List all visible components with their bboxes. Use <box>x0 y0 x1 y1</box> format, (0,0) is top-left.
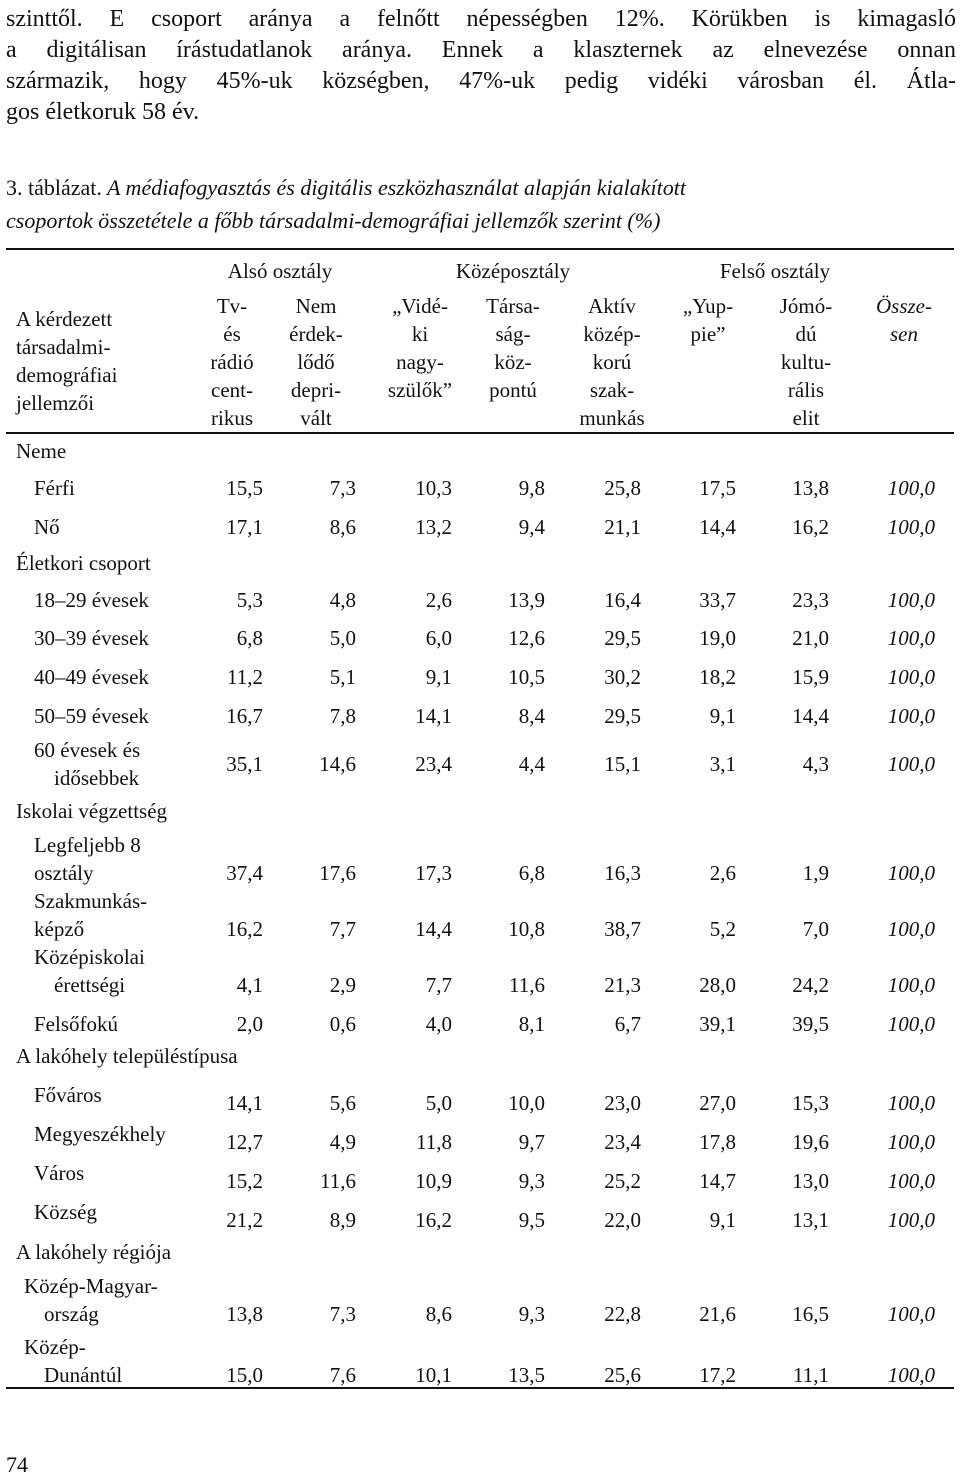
table-cell: 27,0 <box>699 1091 736 1115</box>
table-cell: 11,6 <box>509 973 545 997</box>
row-label: Megyeszékhely <box>34 1122 166 1146</box>
column-header: vált <box>300 406 332 430</box>
column-header: korú <box>592 350 632 374</box>
column-header: szak- <box>589 378 635 402</box>
table-cell: 100,0 <box>887 973 935 997</box>
row-label: Felsőfokú <box>34 1012 118 1036</box>
column-header: „Vidé- <box>392 294 448 318</box>
table-title-cont: csoportok összetétele a főbb társadalmi-demográfiai jellemzők szerint (%) <box>6 208 661 233</box>
table-cell: 100,0 <box>887 1169 935 1193</box>
table-cell: 7,3 <box>329 476 356 500</box>
table-cell: 9,8 <box>518 476 545 500</box>
group-header: Felső osztály <box>719 259 831 283</box>
table-cell: 10,1 <box>415 1363 452 1387</box>
column-header: köz- <box>494 350 532 374</box>
column-header: lődő <box>297 350 335 374</box>
table-cell: 10,9 <box>415 1169 452 1193</box>
table-cell: 5,6 <box>329 1091 356 1115</box>
table-cell: 4,9 <box>329 1130 356 1154</box>
table-cell: 23,0 <box>604 1091 641 1115</box>
row-label: Község <box>34 1200 97 1224</box>
table-cell: 39,5 <box>792 1012 829 1036</box>
table-cell: 17,1 <box>226 515 263 539</box>
table-cell: 14,6 <box>319 752 356 776</box>
table-cell: 100,0 <box>887 476 935 500</box>
table-cell: 16,5 <box>792 1302 829 1326</box>
table-cell: 19,6 <box>792 1130 829 1154</box>
table-cell: 2,6 <box>425 588 452 612</box>
table-cell: 4,8 <box>329 588 356 612</box>
table-cell: 4,0 <box>425 1012 452 1036</box>
table-cell: 14,4 <box>792 704 829 728</box>
table-cell: 24,2 <box>792 973 829 997</box>
column-header: nagy- <box>396 350 444 374</box>
table-cell: 17,6 <box>319 861 356 885</box>
table-cell: 9,3 <box>518 1302 545 1326</box>
table-cell: 13,0 <box>792 1169 829 1193</box>
table-cell: 21,6 <box>699 1302 736 1326</box>
column-header: Társa- <box>486 294 540 318</box>
table-cell: 17,5 <box>699 476 736 500</box>
table-cell: 12,7 <box>226 1130 263 1154</box>
table-cell: 6,7 <box>614 1012 641 1036</box>
table-cell: 13,8 <box>226 1302 263 1326</box>
table-cell: 5,0 <box>329 626 356 650</box>
table-cell: 28,0 <box>699 973 736 997</box>
table-cell: 14,4 <box>699 515 736 539</box>
table-cell: 15,2 <box>226 1169 263 1193</box>
table-cell: 16,2 <box>226 917 263 941</box>
table-cell: 100,0 <box>887 665 935 689</box>
table-cell: 5,2 <box>709 917 736 941</box>
table-cell: 1,9 <box>802 861 829 885</box>
row-label: Szakmunkás- <box>34 889 148 913</box>
table-caption <box>6 171 956 237</box>
row-label: Közép-Magyar- <box>24 1274 158 1298</box>
table-cell: 14,4 <box>415 917 452 941</box>
table-cell: 25,2 <box>604 1169 641 1193</box>
column-header: Aktív <box>588 294 636 318</box>
group-header: Középosztály <box>455 259 571 283</box>
row-label: Főváros <box>34 1083 102 1107</box>
table-cell: 21,2 <box>226 1208 263 1232</box>
table-cell: 100,0 <box>887 1130 935 1154</box>
row-label: 18–29 évesek <box>34 588 149 612</box>
section-label: A lakóhely településtípusa <box>16 1044 238 1068</box>
table-cell: 6,0 <box>425 626 452 650</box>
table-cell: 21,3 <box>604 973 641 997</box>
table-cell: 29,5 <box>604 704 641 728</box>
table-cell: 100,0 <box>887 917 935 941</box>
table-cell: 33,7 <box>699 588 736 612</box>
table-cell: 0,6 <box>329 1012 356 1036</box>
table-cell: 17,3 <box>415 861 452 885</box>
row-label: Város <box>34 1161 85 1185</box>
table-cell: 13,5 <box>508 1363 545 1387</box>
paragraph-line: szinttől. E csoport aránya a felnőtt népességben 12%. Körükben is kimagasló <box>6 6 956 32</box>
table-cell: 9,1 <box>709 1208 736 1232</box>
column-header: és <box>223 322 241 346</box>
row-label: 50–59 évesek <box>34 704 149 728</box>
table-cell: 25,8 <box>604 476 641 500</box>
table-cell: 16,2 <box>415 1208 452 1232</box>
table-cell: 100,0 <box>887 861 935 885</box>
paragraph-line: a digitálisan írástudatlanok aránya. Ennek a klaszternek az elnevezése onnan <box>6 37 956 63</box>
table-cell: 8,6 <box>329 515 356 539</box>
table-cell: 21,0 <box>792 626 829 650</box>
row-label: érettségi <box>54 973 126 997</box>
column-header: érdek- <box>289 322 343 346</box>
table-cell: 11,6 <box>320 1169 356 1193</box>
table-cell: 9,3 <box>518 1169 545 1193</box>
section-label: Iskolai végzettség <box>16 799 168 823</box>
table-cell: 4,3 <box>802 752 829 776</box>
table-cell: 100,0 <box>887 515 935 539</box>
page-number: 74 <box>6 1452 28 1477</box>
table-cell: 100,0 <box>887 588 935 612</box>
table-cell: 38,7 <box>604 917 641 941</box>
column-header: dú <box>795 322 817 346</box>
table-cell: 2,0 <box>236 1012 263 1036</box>
table-cell: 35,1 <box>226 752 263 776</box>
section-label: Életkori csoport <box>16 551 151 575</box>
table-cell: 9,4 <box>518 515 545 539</box>
row-label: Legfeljebb 8 <box>34 833 141 857</box>
column-header: elit <box>792 406 820 430</box>
table-cell: 13,1 <box>792 1208 829 1232</box>
stub-header-line: jellemzői <box>16 391 95 415</box>
row-label: Középiskolai <box>34 945 145 969</box>
paragraph-line: gos életkoruk 58 év. <box>6 99 200 125</box>
section-label: A lakóhely régiója <box>16 1240 172 1264</box>
column-header: pie” <box>690 322 726 346</box>
table-cell: 30,2 <box>604 665 641 689</box>
table-cell: 8,6 <box>425 1302 452 1326</box>
column-header: depri- <box>290 378 342 402</box>
table-cell: 9,1 <box>425 665 452 689</box>
row-label: 30–39 évesek <box>34 626 149 650</box>
table-cell: 13,8 <box>792 476 829 500</box>
row-label: Férfi <box>34 476 75 500</box>
table-cell: 3,1 <box>709 752 736 776</box>
row-label: ország <box>44 1302 99 1326</box>
table-cell: 13,9 <box>508 588 545 612</box>
table-cell: 23,3 <box>792 588 829 612</box>
paragraph-line: származik, hogy 45%-uk községben, 47%-uk pedig vidéki városban él. Átla- <box>6 68 956 94</box>
table-cell: 17,8 <box>699 1130 736 1154</box>
table-header-rule <box>6 432 954 434</box>
column-header: szülők” <box>387 378 453 402</box>
table-cell: 9,1 <box>709 704 736 728</box>
table-cell: 16,3 <box>604 861 641 885</box>
table-cell: 37,4 <box>226 861 263 885</box>
table-cell: 17,2 <box>699 1363 736 1387</box>
table-cell: 100,0 <box>887 1208 935 1232</box>
table-cell: 15,5 <box>226 476 263 500</box>
table-cell: 39,1 <box>699 1012 736 1036</box>
table-cell: 2,6 <box>709 861 736 885</box>
table-cell: 6,8 <box>518 861 545 885</box>
column-header: pontú <box>489 378 537 402</box>
table-cell: 7,3 <box>329 1302 356 1326</box>
table-cell: 15,3 <box>792 1091 829 1115</box>
table-title: A médiafogyasztás és digitális eszközhasználat alapján kialakított <box>101 175 686 200</box>
column-header: rikus <box>211 406 253 430</box>
column-header: cent- <box>211 378 253 402</box>
table-cell: 100,0 <box>887 1091 935 1115</box>
table-cell: 7,7 <box>425 973 452 997</box>
table-cell: 7,8 <box>329 704 356 728</box>
column-header: „Yup- <box>682 294 734 318</box>
column-header: rádió <box>210 350 254 374</box>
table-cell: 15,9 <box>792 665 829 689</box>
table-cell: 13,2 <box>415 515 452 539</box>
table-cell: 5,1 <box>329 665 356 689</box>
table-cell: 9,5 <box>518 1208 545 1232</box>
stub-header-line: A kérdezett <box>16 307 113 331</box>
table-cell: 100,0 <box>887 752 935 776</box>
column-header: közép- <box>583 322 641 346</box>
table-cell: 29,5 <box>604 626 641 650</box>
table-cell: 11,2 <box>227 665 263 689</box>
column-header: Össze- <box>876 294 932 318</box>
row-label: képző <box>34 917 85 941</box>
row-label: 40–49 évesek <box>34 665 149 689</box>
table-cell: 15,1 <box>604 752 641 776</box>
column-header: sen <box>890 322 918 346</box>
body-paragraph <box>6 4 956 128</box>
column-header: rális <box>787 378 825 402</box>
stub-header-line: társadalmi- <box>16 335 111 359</box>
table-cell: 8,1 <box>518 1012 545 1036</box>
table-number: 3. táblázat. <box>6 175 102 200</box>
table-cell: 7,0 <box>802 917 829 941</box>
column-header: Nem <box>295 294 337 318</box>
table-cell: 16,2 <box>792 515 829 539</box>
table-cell: 14,7 <box>699 1169 736 1193</box>
table-cell: 23,4 <box>604 1130 641 1154</box>
table-cell: 12,6 <box>508 626 545 650</box>
row-label: 60 évesek és <box>34 738 141 762</box>
table-cell: 8,4 <box>518 704 545 728</box>
column-header: kultu- <box>780 350 832 374</box>
table-cell: 100,0 <box>887 626 935 650</box>
row-label: idősebbek <box>54 766 140 790</box>
table-cell: 10,8 <box>508 917 545 941</box>
row-label: Közép- <box>24 1335 86 1359</box>
table-cell: 23,4 <box>415 752 452 776</box>
column-header: munkás <box>579 406 645 430</box>
table-top-rule <box>6 248 954 250</box>
table-cell: 14,1 <box>415 704 452 728</box>
column-header: Tv- <box>216 294 248 318</box>
table-cell: 100,0 <box>887 1302 935 1326</box>
table-cell: 5,3 <box>236 588 263 612</box>
column-header: Jómó- <box>779 294 833 318</box>
table-cell: 100,0 <box>887 1363 935 1387</box>
stub-header-line: demográfiai <box>16 363 118 387</box>
table-cell: 8,9 <box>329 1208 356 1232</box>
table-cell: 18,2 <box>699 665 736 689</box>
table-cell: 5,0 <box>425 1091 452 1115</box>
table-cell: 11,8 <box>416 1130 452 1154</box>
table-cell: 7,6 <box>329 1363 356 1387</box>
table-cell: 22,0 <box>604 1208 641 1232</box>
table-cell: 22,8 <box>604 1302 641 1326</box>
column-header: ki <box>411 322 429 346</box>
table-cell: 4,1 <box>236 973 263 997</box>
table-cell: 16,4 <box>604 588 641 612</box>
table-cell: 7,7 <box>329 917 356 941</box>
table-cell: 100,0 <box>887 704 935 728</box>
table-cell: 25,6 <box>604 1363 641 1387</box>
group-header: Alsó osztály <box>227 259 333 283</box>
table-cell: 6,8 <box>236 626 263 650</box>
table-cell: 16,7 <box>226 704 263 728</box>
table-cell: 100,0 <box>887 1012 935 1036</box>
row-label: Dunántúl <box>44 1363 123 1387</box>
section-label: Neme <box>16 439 67 463</box>
table-cell: 10,5 <box>508 665 545 689</box>
table-cell: 14,1 <box>226 1091 263 1115</box>
table-cell: 4,4 <box>518 752 545 776</box>
column-header: ság- <box>495 322 531 346</box>
table-cell: 21,1 <box>604 515 641 539</box>
table-cell: 19,0 <box>699 626 736 650</box>
table-cell: 15,0 <box>226 1363 263 1387</box>
table-cell: 10,3 <box>415 476 452 500</box>
row-label: osztály <box>34 861 94 885</box>
table-cell: 9,7 <box>518 1130 545 1154</box>
row-label: Nő <box>34 515 60 539</box>
table-cell: 11,1 <box>793 1363 829 1387</box>
table-cell: 10,0 <box>508 1091 545 1115</box>
table-cell: 2,9 <box>329 973 356 997</box>
